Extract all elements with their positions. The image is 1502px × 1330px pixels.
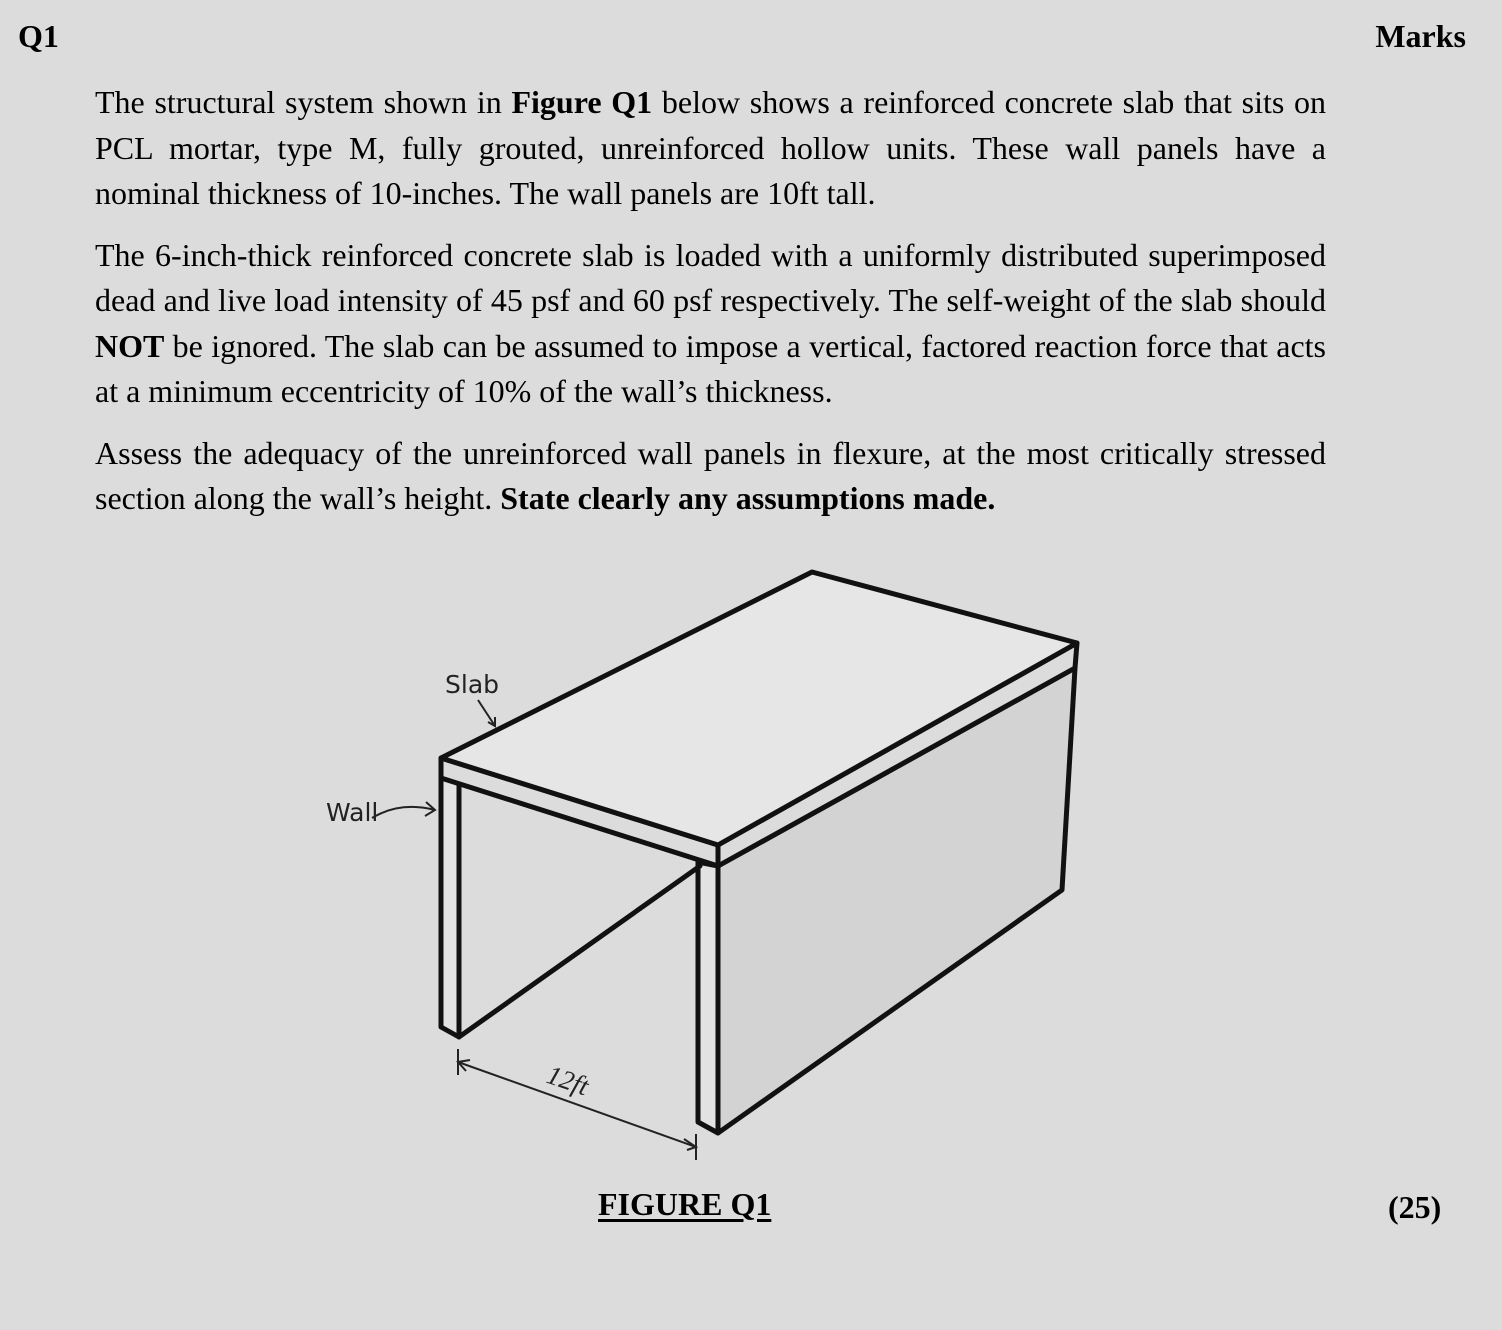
question-number: Q1 — [18, 18, 59, 54]
p2-text-b: be ignored. The slab can be assumed to impose a vertical, factored reaction force that acts at a minimum eccentricity of 10% of the wall’s thickness. — [95, 327, 1326, 409]
span-dimension-line — [458, 1049, 696, 1160]
figure-caption: FIGURE Q1 — [598, 1186, 772, 1222]
right-wall-edge — [698, 862, 718, 1133]
wall-arrow-icon — [372, 802, 435, 818]
span-label: 12ft — [543, 1059, 593, 1102]
slab-arrow-icon — [478, 700, 495, 726]
p1-text-a: The structural system shown in — [95, 84, 512, 120]
left-wall-bottom-edge — [459, 866, 700, 1037]
marks-value: (25) — [1388, 1189, 1442, 1225]
slab-label: Slab — [445, 670, 500, 699]
p3-bold: State clearly any assumptions made. — [500, 480, 996, 516]
p1-text-b: below shows a reinforced concrete slab that sits on PCL mortar, type M, fully grouted, unreinforced hollow units. These wall panels have a nominal thickness of 10-inches. The wall panels are 10ft tall. — [95, 84, 1327, 211]
p2-text-a: The 6-inch-thick reinforced concrete slab is loaded with a uniformly distributed superimposed dead and live load intensity of 45 psf and 60 psf respectively. The self-weight of the slab should — [95, 236, 1326, 318]
p3-text-a: Assess the adequacy of the unreinforced wall panels in flexure, at the most critically stressed section along the wall’s height. — [95, 434, 1326, 516]
wall-label: Wall — [326, 798, 379, 827]
marks-header: Marks — [1375, 18, 1466, 54]
p1-bold: Figure Q1 — [511, 84, 653, 120]
p2-bold: NOT — [95, 327, 165, 364]
left-wall-edge — [441, 778, 459, 1037]
